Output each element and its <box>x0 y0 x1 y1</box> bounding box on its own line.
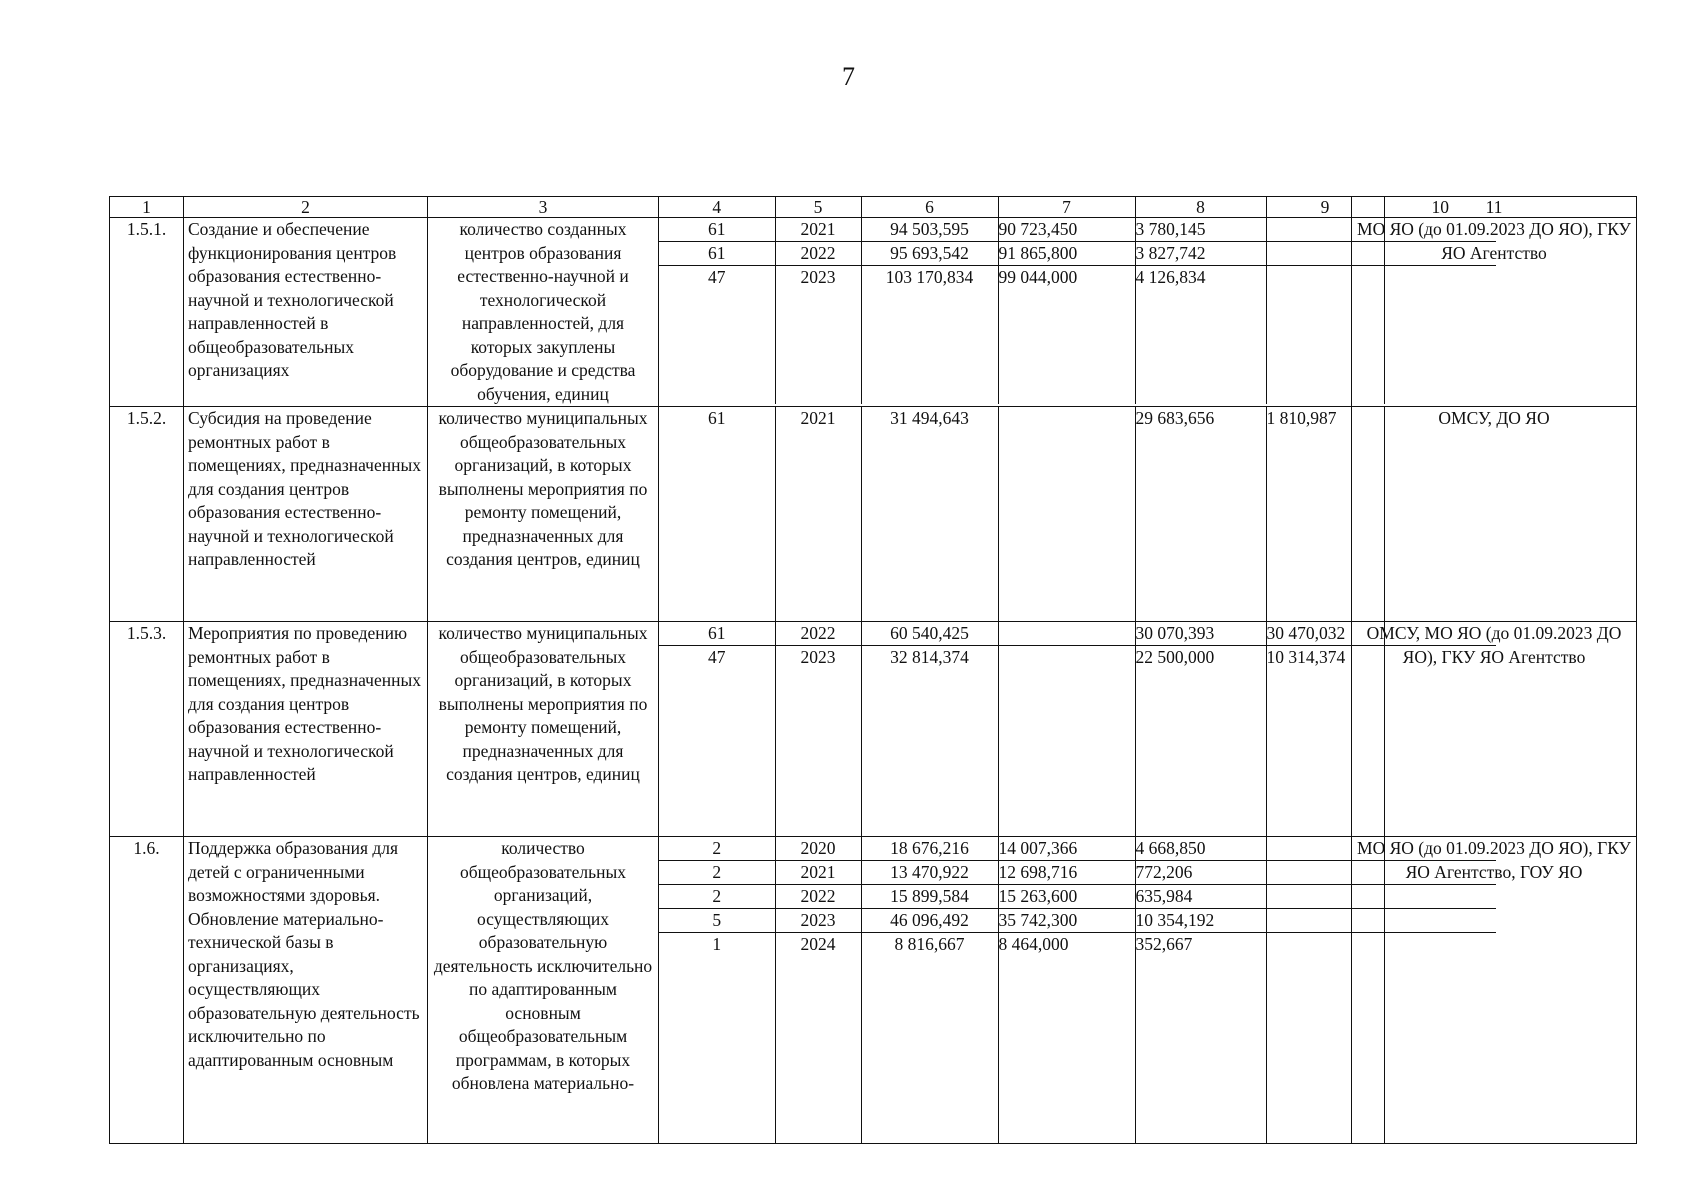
value-cell: 2021 <box>775 218 861 242</box>
value-cell: 61 <box>659 622 775 646</box>
header-values <box>659 197 1449 218</box>
item-number: 1.5.1. <box>110 218 184 407</box>
value-cell: 10 354,192 <box>1135 909 1266 933</box>
item-number: 1.6. <box>110 837 184 1144</box>
value-cell: 61 <box>659 218 775 242</box>
value-cell: 29 683,656 <box>1135 407 1266 621</box>
item-number: 1.5.3. <box>110 622 184 837</box>
value-cell: 8 816,667 <box>861 933 998 1144</box>
value-cell: 47 <box>659 266 775 405</box>
value-cell <box>998 622 1135 646</box>
item-indicator: количество общеобразовательных организаций, осуществляющих образовательную деятельность исключительно по адаптированным основным общеобразовательным программам, в которых обновлена материально- <box>428 837 659 1144</box>
value-cell: 31 494,643 <box>861 407 998 621</box>
value-cell: 60 540,425 <box>861 622 998 646</box>
header-cell: 9 <box>1266 197 1384 217</box>
value-cell: 15 899,584 <box>861 885 998 909</box>
value-cell: 2023 <box>775 646 861 837</box>
value-cell <box>998 646 1135 837</box>
value-cell: 10 314,374 <box>1266 646 1384 837</box>
value-cell: 2020 <box>775 837 861 861</box>
value-cell: 35 742,300 <box>998 909 1135 933</box>
header-cell: 5 <box>775 197 861 217</box>
value-cell: 2 <box>659 885 775 909</box>
value-cell: 352,667 <box>1135 933 1266 1144</box>
item-name: Поддержка образования для детей с ограниченными возможностями здоровья. Обновление материально-технической базы в организациях, осуществляющих образовательную деятельность исключительно по адаптированным основным <box>184 837 428 1144</box>
value-cell: 1 810,987 <box>1266 407 1384 621</box>
item-number: 1.5.2. <box>110 407 184 622</box>
table-row <box>110 622 1637 837</box>
header-cell: 10 <box>1431 197 1449 217</box>
item-executor: МО ЯО (до 01.09.2023 ДО ЯО), ГКУ ЯО Агентство <box>1352 218 1637 407</box>
value-cell: 47 <box>659 646 775 837</box>
header-cell: 3 <box>428 197 659 218</box>
value-cell: 4 126,834 <box>1135 266 1266 405</box>
value-cell: 103 170,834 <box>861 266 998 405</box>
value-cell: 32 814,374 <box>861 646 998 837</box>
header-cell: 6 <box>861 197 998 217</box>
value-cell <box>998 407 1135 621</box>
header-cell: 1 <box>110 197 184 218</box>
program-table <box>109 196 1637 1144</box>
value-cell: 2 <box>659 861 775 885</box>
item-values <box>659 407 1352 622</box>
item-values <box>659 218 1352 407</box>
value-cell: 2 <box>659 837 775 861</box>
value-cell: 1 <box>659 933 775 1144</box>
table-row <box>110 407 1637 622</box>
value-cell: 2023 <box>775 266 861 405</box>
item-values <box>659 622 1352 837</box>
value-cell: 14 007,366 <box>998 837 1135 861</box>
value-cell: 99 044,000 <box>998 266 1135 405</box>
item-name: Мероприятия по проведению ремонтных работ в помещениях, предназначенных для создания центров образования естественно-научной и технологической направленностей <box>184 622 428 837</box>
value-cell: 46 096,492 <box>861 909 998 933</box>
value-cell: 2022 <box>775 242 861 266</box>
item-indicator: количество муниципальных общеобразовательных организаций, в которых выполнены мероприятия по ремонту помещений, предназначенных для создания центров, единиц <box>428 622 659 837</box>
value-cell: 4 668,850 <box>1135 837 1266 861</box>
value-cell: 12 698,716 <box>998 861 1135 885</box>
value-cell: 2021 <box>775 407 861 621</box>
value-cell: 2024 <box>775 933 861 1144</box>
item-values <box>659 837 1352 1144</box>
value-cell: 95 693,542 <box>861 242 998 266</box>
value-cell: 61 <box>659 242 775 266</box>
value-cell: 2022 <box>775 885 861 909</box>
value-cell: 22 500,000 <box>1135 646 1266 837</box>
value-cell: 13 470,922 <box>861 861 998 885</box>
value-cell: 5 <box>659 909 775 933</box>
item-indicator: количество созданных центров образования естественно-научной и технологической направленностей, для которых закуплены оборудование и средства обучения, единиц <box>428 218 659 407</box>
table-row <box>110 837 1637 1144</box>
value-cell: 30 470,032 <box>1266 622 1384 646</box>
header-cell: 8 <box>1135 197 1266 217</box>
header-cell: 11 <box>1352 197 1637 218</box>
item-executor: ОМСУ, МО ЯО (до 01.09.2023 ДО ЯО), ГКУ ЯО Агентство <box>1352 622 1637 837</box>
value-cell: 3 827,742 <box>1135 242 1266 266</box>
header-row <box>110 197 1637 218</box>
value-cell: 2021 <box>775 861 861 885</box>
value-cell: 30 070,393 <box>1135 622 1266 646</box>
header-cell: 2 <box>184 197 428 218</box>
value-cell: 8 464,000 <box>998 933 1135 1144</box>
page-number: 7 <box>842 62 855 91</box>
item-name: Субсидия на проведение ремонтных работ в помещениях, предназначенных для создания центров образования естественно-научной и технологической направленностей <box>184 407 428 622</box>
header-cell: 4 <box>659 197 775 217</box>
value-cell: 772,206 <box>1135 861 1266 885</box>
value-cell: 18 676,216 <box>861 837 998 861</box>
value-cell: 2022 <box>775 622 861 646</box>
value-cell: 91 865,800 <box>998 242 1135 266</box>
value-cell: 15 263,600 <box>998 885 1135 909</box>
value-cell: 94 503,595 <box>861 218 998 242</box>
item-indicator: количество муниципальных общеобразовательных организаций, в которых выполнены мероприятия по ремонту помещений, предназначенных для создания центров, единиц <box>428 407 659 622</box>
item-name: Создание и обеспечение функционирования центров образования естественно-научной и технологической направленностей в общеобразовательных организациях <box>184 218 428 407</box>
value-cell: 90 723,450 <box>998 218 1135 242</box>
table-row <box>110 218 1637 407</box>
value-cell: 3 780,145 <box>1135 218 1266 242</box>
item-executor: МО ЯО (до 01.09.2023 ДО ЯО), ГКУ ЯО Агентство, ГОУ ЯО <box>1352 837 1637 1144</box>
value-cell: 635,984 <box>1135 885 1266 909</box>
value-cell: 61 <box>659 407 775 621</box>
header-cell: 7 <box>998 197 1135 217</box>
value-cell: 2023 <box>775 909 861 933</box>
item-executor: ОМСУ, ДО ЯО <box>1352 407 1637 622</box>
